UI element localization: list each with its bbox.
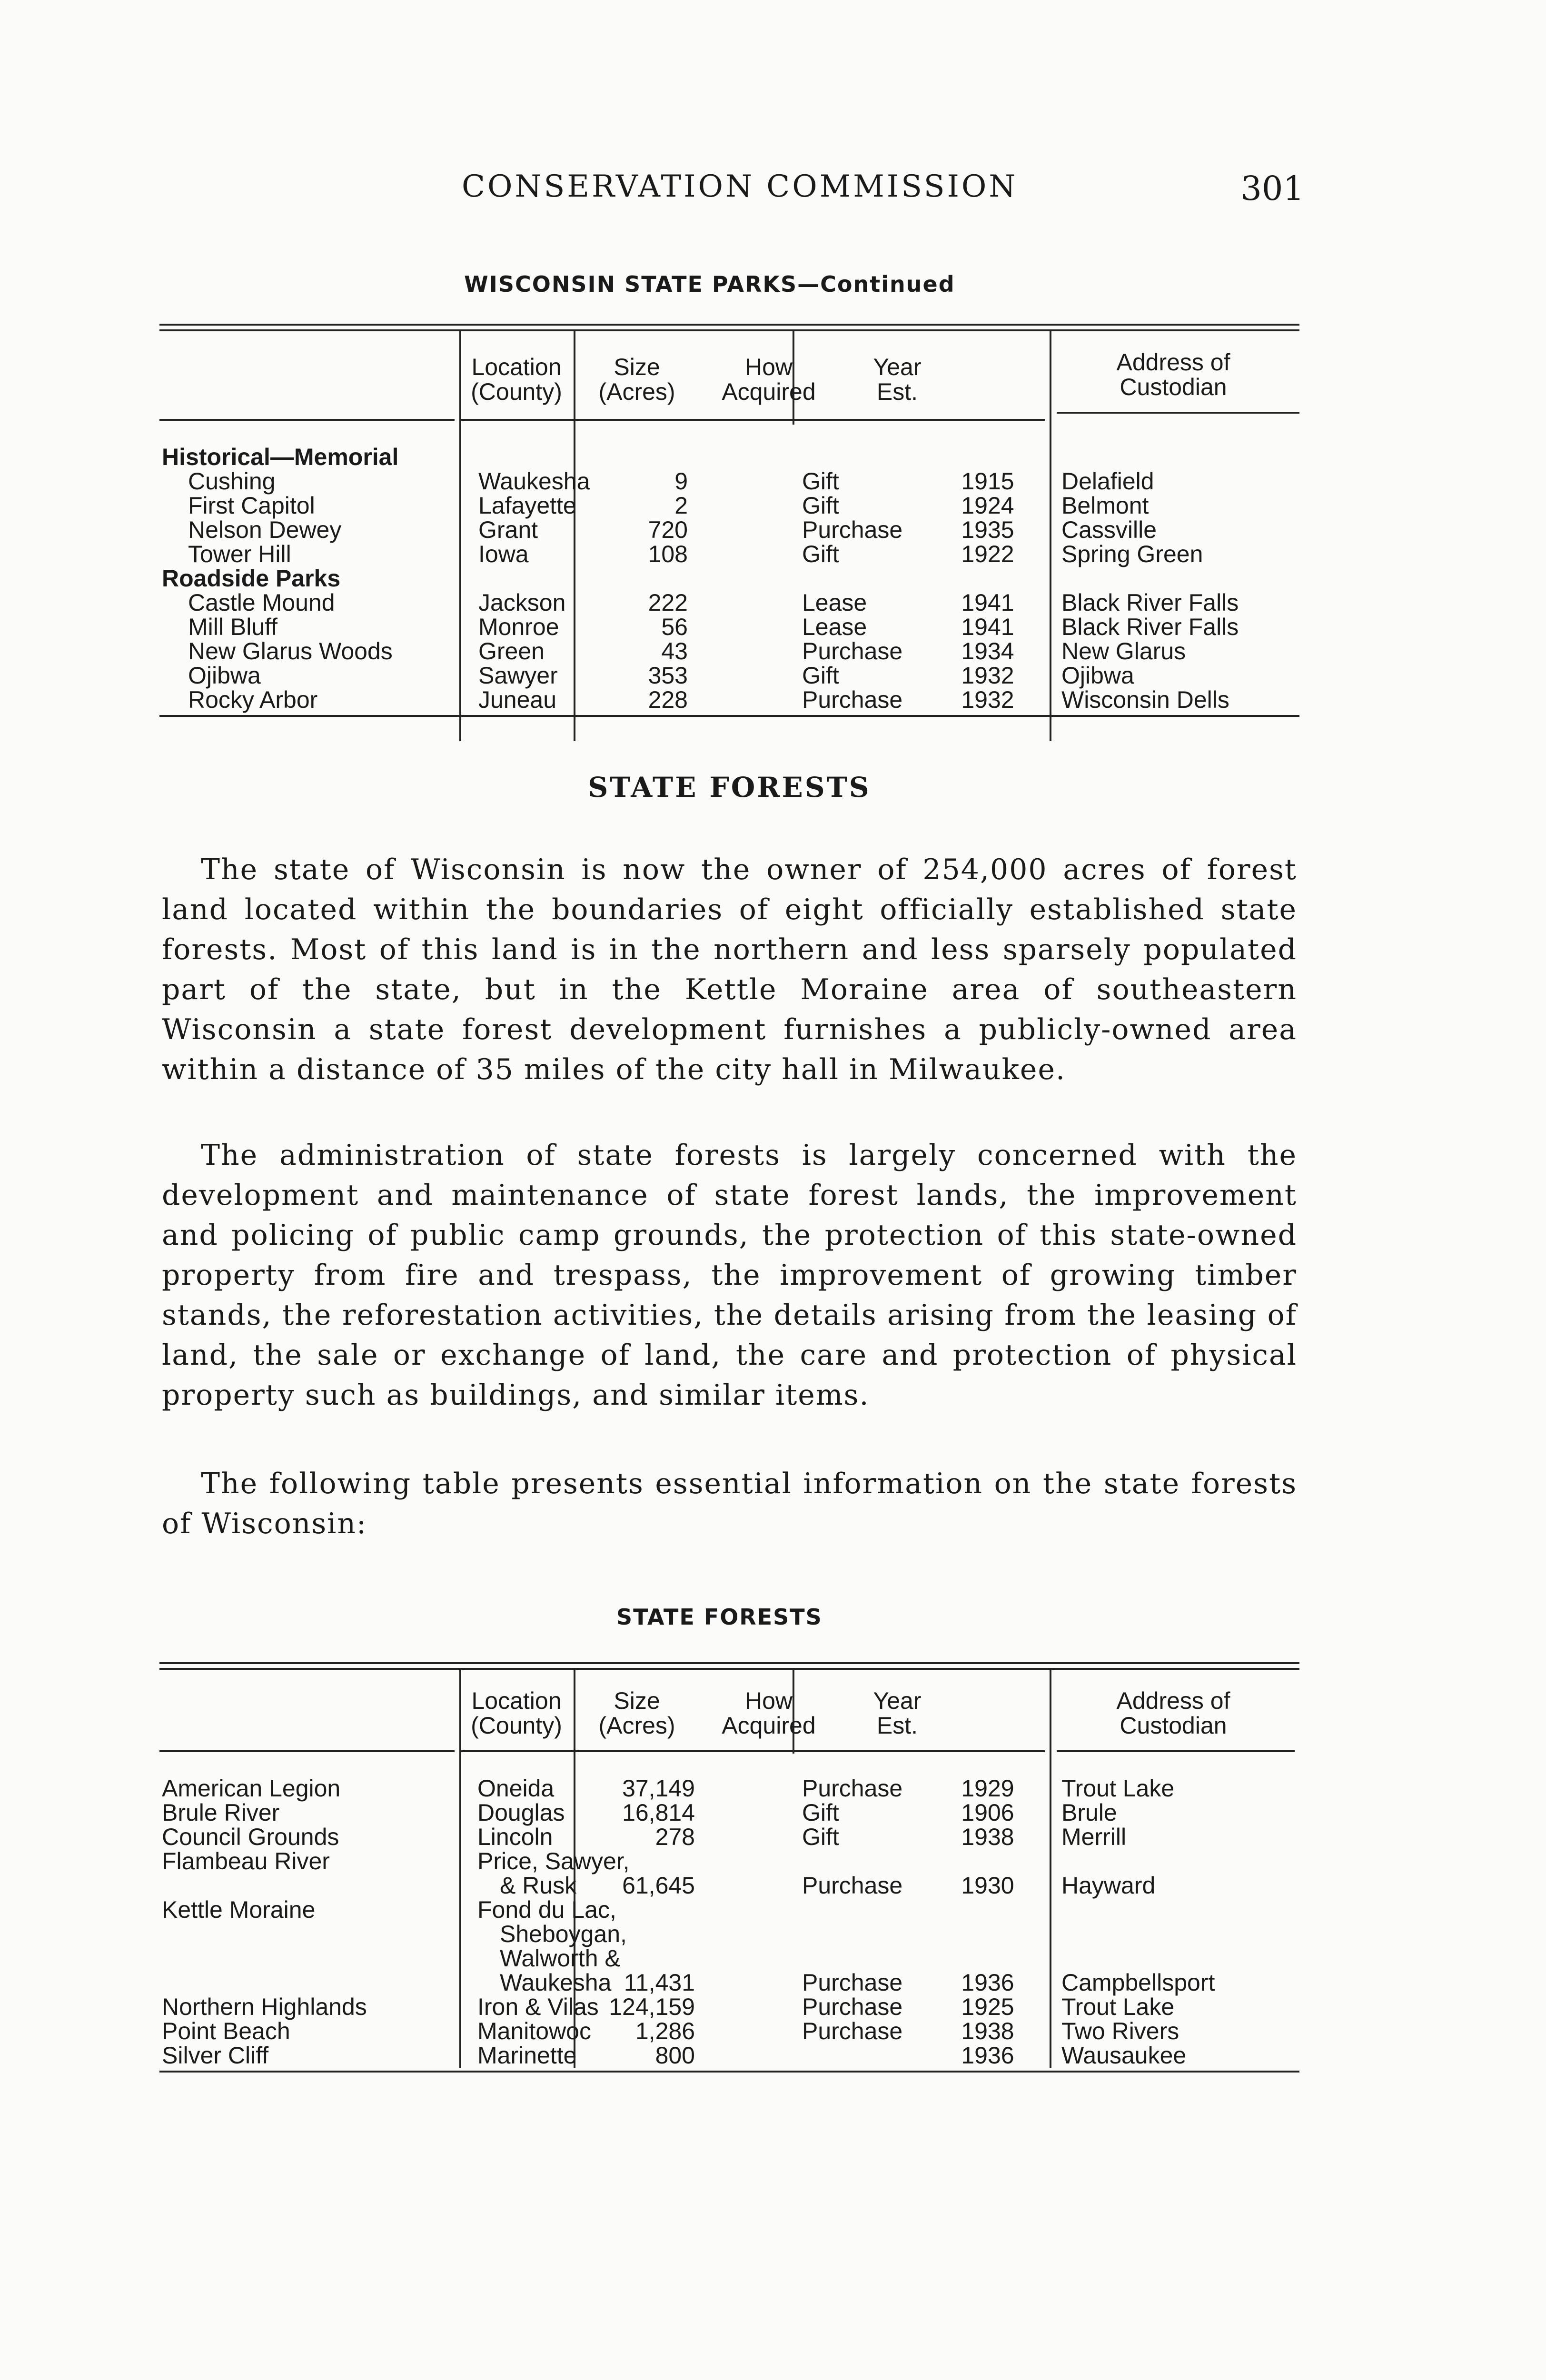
forest-size: 11,431 [624, 1969, 695, 1996]
table-row [159, 1849, 1299, 1874]
forest-location: Iron & Vilas [477, 1993, 599, 2020]
forests-table [159, 1662, 1299, 2072]
table-row [159, 1776, 1299, 1801]
forest-location: Walworth & [500, 1945, 621, 1972]
park-year: 1932 [961, 686, 1014, 713]
park-year: 1932 [961, 662, 1014, 689]
forest-name: Flambeau River [162, 1848, 330, 1874]
group-label: Roadside Parks [162, 565, 341, 592]
park-acquired: Lease [802, 614, 867, 640]
rule [159, 1750, 455, 1752]
header-line: Size [614, 354, 660, 380]
column-header-address [1059, 350, 1288, 399]
group-row [159, 566, 1299, 591]
header-line: Acquired [722, 1712, 816, 1739]
column-header-size [577, 1688, 696, 1738]
forest-location: Marinette [477, 2042, 577, 2069]
park-custodian: Spring Green [1061, 541, 1203, 567]
forest-size: 61,645 [622, 1872, 695, 1899]
park-size: 720 [648, 516, 688, 543]
park-name: Mill Bluff [188, 614, 278, 640]
table-row [159, 1946, 1299, 1971]
forest-custodian: Wausaukee [1061, 2042, 1187, 2069]
park-acquired: Lease [802, 589, 867, 616]
forest-location: Price, Sawyer, [477, 1848, 630, 1874]
park-acquired: Purchase [802, 516, 903, 543]
header-line: (Acres) [598, 378, 675, 405]
forest-size: 16,814 [622, 1799, 695, 1826]
section-heading: STATE FORESTS [588, 771, 871, 803]
forest-custodian: Two Rivers [1061, 2018, 1179, 2044]
park-custodian: Wisconsin Dells [1061, 686, 1229, 713]
park-year: 1941 [961, 614, 1014, 640]
park-name: Ojibwa [188, 662, 261, 689]
forest-year: 1938 [961, 1824, 1014, 1850]
rule [159, 2071, 1299, 2073]
header-line: Address of [1116, 1687, 1230, 1714]
rule [159, 329, 1299, 331]
park-custodian: Ojibwa [1061, 662, 1134, 689]
forest-year: 1906 [961, 1799, 1014, 1826]
header-line: Address of [1116, 349, 1230, 376]
park-name: First Capitol [188, 492, 315, 519]
forest-name: Council Grounds [162, 1824, 339, 1850]
table-row [159, 1971, 1299, 1995]
forest-size: 124,159 [609, 1993, 695, 2020]
table-row [159, 664, 1299, 688]
park-size: 56 [661, 614, 688, 640]
header-line: (Acres) [598, 1712, 675, 1739]
table-row [159, 591, 1299, 615]
column-header-how [700, 1688, 838, 1738]
park-year: 1922 [961, 541, 1014, 567]
table-row [159, 615, 1299, 639]
rule [159, 1662, 1299, 1664]
park-location: Grant [478, 516, 538, 543]
park-custodian: Black River Falls [1061, 589, 1239, 616]
forest-size: 800 [655, 2042, 695, 2069]
park-size: 108 [648, 541, 688, 567]
page-title: CONSERVATION COMMISSION [462, 169, 1018, 204]
header-line: (County) [471, 378, 562, 405]
rule [159, 419, 455, 421]
forest-acquired: Gift [802, 1824, 839, 1850]
forest-name: Point Beach [162, 2018, 290, 2044]
forest-location: Manitowoc [477, 2018, 591, 2044]
park-location: Juneau [478, 686, 557, 713]
forest-location: & Rusk [500, 1872, 577, 1899]
column-header-year [845, 355, 950, 404]
header-line: Year [873, 1687, 922, 1714]
table-row [159, 1922, 1299, 1946]
column-header-size [577, 355, 696, 404]
table-row [159, 469, 1299, 494]
forest-name: Brule River [162, 1799, 280, 1826]
forest-acquired: Purchase [802, 1775, 903, 1802]
header-line: Year [873, 354, 922, 380]
table-row [159, 2043, 1299, 2068]
paragraph: The following table presents essential information on the state forests of Wisconsin: [162, 1467, 1297, 1540]
header-line: How [744, 354, 793, 380]
parks-table [159, 324, 1299, 719]
forest-acquired: Gift [802, 1799, 839, 1826]
forest-custodian: Trout Lake [1061, 1993, 1175, 2020]
forest-acquired: Purchase [802, 1872, 903, 1899]
running-head [162, 169, 1304, 212]
park-acquired: Purchase [802, 638, 903, 664]
park-location: Sawyer [478, 662, 558, 689]
park-acquired: Gift [802, 492, 839, 519]
column-header-location [464, 355, 569, 404]
park-acquired: Purchase [802, 686, 903, 713]
forest-year: 1930 [961, 1872, 1014, 1899]
header-line: (County) [471, 1712, 562, 1739]
table-row [159, 494, 1299, 518]
forest-custodian: Hayward [1061, 1872, 1156, 1899]
park-location: Jackson [478, 589, 566, 616]
park-name: New Glarus Woods [188, 638, 393, 664]
park-name: Castle Mound [188, 589, 335, 616]
header-line: Acquired [722, 378, 816, 405]
park-name: Rocky Arbor [188, 686, 318, 713]
park-acquired: Gift [802, 468, 839, 495]
table-row [159, 1995, 1299, 2019]
header-line: How [744, 1687, 793, 1714]
rule [1057, 412, 1299, 414]
forest-year: 1938 [961, 2018, 1014, 2044]
header-line: Location [471, 354, 562, 380]
header-line: Size [614, 1687, 660, 1714]
forest-size: 278 [655, 1824, 695, 1850]
park-custodian: Delafield [1061, 468, 1154, 495]
park-year: 1941 [961, 589, 1014, 616]
park-size: 43 [661, 638, 688, 664]
header-line: Custodian [1120, 1712, 1227, 1739]
park-location: Iowa [478, 541, 529, 567]
paragraph: The state of Wisconsin is now the owner of 254,000 acres of forest land located within the boundaries of eight officially established state forests. Most of this land is in the northern and less sparsely populated part of the state, but in the Kettle Moraine area of southeastern Wisconsin a state forest development furnishes a publicly-owned area within a distance of 35 miles of the city hall in Milwaukee. [162, 853, 1297, 1086]
park-name: Tower Hill [188, 541, 291, 567]
group-row [159, 445, 1299, 469]
forest-location: Fond du Lac, [477, 1896, 616, 1923]
park-year: 1924 [961, 492, 1014, 519]
forest-size: 1,286 [635, 2018, 695, 2044]
park-custodian: Cassville [1061, 516, 1157, 543]
table-row [159, 542, 1299, 566]
header-line: Custodian [1120, 374, 1227, 400]
forest-year: 1929 [961, 1775, 1014, 1802]
table-row [159, 1825, 1299, 1849]
rule [159, 715, 1299, 717]
park-size: 2 [674, 492, 688, 519]
forest-acquired: Purchase [802, 1969, 903, 1996]
forest-name: Northern Highlands [162, 1993, 367, 2020]
park-year: 1915 [961, 468, 1014, 495]
park-acquired: Gift [802, 662, 839, 689]
forest-year: 1936 [961, 1969, 1014, 1996]
park-size: 353 [648, 662, 688, 689]
forest-location: Sheboygan, [500, 1921, 627, 1947]
table-row [159, 639, 1299, 664]
rule [159, 1668, 1299, 1670]
park-location: Waukesha [478, 468, 590, 495]
park-location: Green [478, 638, 545, 664]
rule [461, 419, 1045, 421]
forest-custodian: Brule [1061, 1799, 1117, 1826]
park-location: Monroe [478, 614, 559, 640]
park-custodian: New Glarus [1061, 638, 1186, 664]
column-header-location [464, 1688, 569, 1738]
table-row [159, 1898, 1299, 1922]
park-year: 1934 [961, 638, 1014, 664]
forest-custodian: Campbellsport [1061, 1969, 1215, 1996]
forest-acquired: Purchase [802, 1993, 903, 2020]
table-row [159, 518, 1299, 542]
forest-location: Douglas [477, 1799, 565, 1826]
park-size: 228 [648, 686, 688, 713]
park-name: Cushing [188, 468, 276, 495]
forest-name: Kettle Moraine [162, 1896, 316, 1923]
column-header-address [1059, 1688, 1288, 1738]
forest-year: 1936 [961, 2042, 1014, 2069]
column-header-year [845, 1688, 950, 1738]
page-number: 301 [1240, 169, 1304, 208]
park-location: Lafayette [478, 492, 576, 519]
header-line: Location [471, 1687, 562, 1714]
header-line: Est. [876, 378, 918, 405]
park-size: 9 [674, 468, 688, 495]
forest-location: Lincoln [477, 1824, 553, 1850]
rule [159, 324, 1299, 326]
forest-custodian: Trout Lake [1061, 1775, 1175, 1802]
parks-table-caption: WISCONSIN STATE PARKS—Continued [464, 271, 955, 297]
park-size: 222 [648, 589, 688, 616]
park-acquired: Gift [802, 541, 839, 567]
table-row [159, 2019, 1299, 2043]
column-header-how [700, 355, 838, 404]
forest-name: American Legion [162, 1775, 341, 1802]
park-year: 1935 [961, 516, 1014, 543]
park-name: Nelson Dewey [188, 516, 342, 543]
forest-year: 1925 [961, 1993, 1014, 2020]
table-row [159, 1801, 1299, 1825]
rule [1057, 1750, 1295, 1752]
forest-location: Oneida [477, 1775, 555, 1802]
header-line: Est. [876, 1712, 918, 1739]
forest-name: Silver Cliff [162, 2042, 269, 2069]
rule [461, 1750, 1045, 1752]
group-label: Historical—Memorial [162, 444, 399, 470]
table-row [159, 688, 1299, 712]
forest-custodian: Merrill [1061, 1824, 1127, 1850]
park-custodian: Black River Falls [1061, 614, 1239, 640]
park-custodian: Belmont [1061, 492, 1149, 519]
forest-acquired: Purchase [802, 2018, 903, 2044]
table-row [159, 1874, 1299, 1898]
forest-size: 37,149 [622, 1775, 695, 1802]
forest-location: Waukesha [500, 1969, 612, 1996]
paragraph: The administration of state forests is largely concerned with the development and maintenance of state forest lands, the improvement and policing of public camp grounds, the protection of this state-owned property from fire and trespass, the improvement of growing timber stands, the reforestation activities, the details arising from the leasing of land, the sale or exchange of land, the care and protection of physical property such as buildings, and similar items. [162, 1139, 1297, 1412]
forests-table-caption: STATE FORESTS [616, 1604, 823, 1630]
